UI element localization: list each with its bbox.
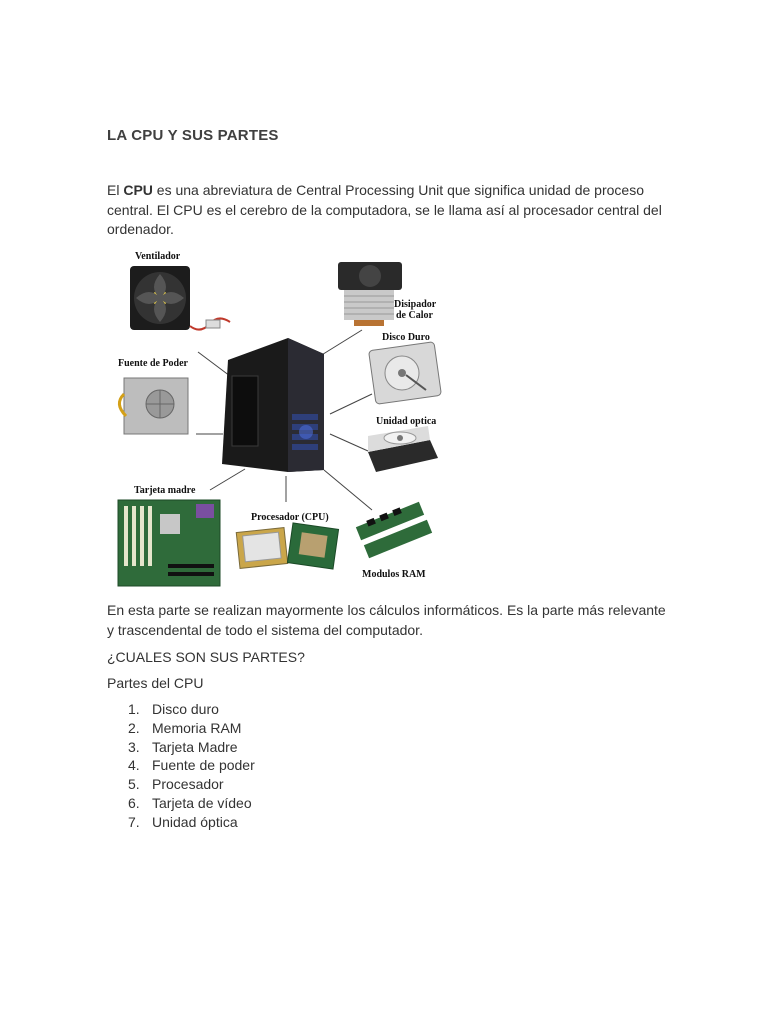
ram-modules-image bbox=[356, 502, 432, 558]
list-item-label: Disco duro bbox=[152, 701, 219, 717]
optical-drive-image bbox=[368, 426, 438, 472]
parts-question: ¿CUALES SON SUS PARTES? bbox=[107, 649, 305, 665]
list-item bbox=[107, 738, 255, 757]
cpu-label: Procesador (CPU) bbox=[251, 512, 329, 523]
computer-tower-image bbox=[222, 338, 324, 472]
fan-image bbox=[130, 266, 230, 330]
fan-label: Ventilador bbox=[135, 251, 181, 262]
list-item-label: Tarjeta de vídeo bbox=[152, 794, 252, 811]
parts-list-heading: Partes del CPU bbox=[107, 675, 204, 691]
heatsink-label-line1: Disipador bbox=[394, 299, 437, 310]
list-item bbox=[107, 775, 255, 794]
list-item-number: 6. bbox=[128, 794, 140, 811]
intro-prefix: El bbox=[107, 182, 124, 198]
motherboard-label: Tarjeta madre bbox=[134, 485, 196, 496]
hdd-label: Disco Duro bbox=[382, 332, 430, 343]
motherboard-image bbox=[118, 500, 220, 586]
list-item-number: 1. bbox=[128, 701, 140, 717]
list-item-number: 7. bbox=[128, 813, 140, 830]
intro-paragraph bbox=[107, 181, 667, 240]
list-item-label: Tarjeta Madre bbox=[152, 738, 238, 755]
heatsink-image bbox=[338, 262, 402, 326]
optical-label: Unidad optica bbox=[376, 416, 437, 427]
list-item bbox=[107, 719, 255, 738]
cpu-parts-illustration bbox=[110, 244, 450, 590]
hard-drive-image bbox=[369, 342, 442, 405]
intro-rest: es una abreviatura de Central Processing Unit que significa unidad de proceso central. El CPU es el cerebro de la computadora, se le llama así al procesador central del ordenador. bbox=[107, 182, 662, 237]
list-item-number: 5. bbox=[128, 776, 140, 793]
list-item-label: Procesador bbox=[152, 776, 224, 793]
list-item bbox=[107, 794, 255, 813]
list-item-label: Fuente de poder bbox=[152, 757, 255, 774]
intro-bold-term: CPU bbox=[123, 182, 153, 198]
parts-list bbox=[107, 700, 255, 832]
list-item-label: Memoria RAM bbox=[152, 719, 242, 736]
list-item-number: 2. bbox=[128, 719, 140, 736]
list-item-label: Unidad óptica bbox=[152, 813, 238, 830]
heatsink-label-line2: de Calor bbox=[396, 310, 433, 321]
list-item-number: 4. bbox=[128, 757, 140, 774]
power-supply-image bbox=[119, 378, 188, 434]
psu-label: Fuente de Poder bbox=[118, 358, 188, 369]
paragraph-calculations: En esta parte se realizan mayormente los cálculos informáticos. Es la parte más relevante y trascendental de todo el sistema del computador. bbox=[107, 602, 666, 638]
processor-image bbox=[236, 523, 338, 569]
page-title: LA CPU Y SUS PARTES bbox=[107, 127, 279, 144]
list-item-number: 3. bbox=[128, 738, 140, 755]
ram-label: Modulos RAM bbox=[362, 569, 426, 580]
list-item bbox=[107, 700, 255, 719]
list-item bbox=[107, 756, 255, 775]
list-item bbox=[107, 813, 255, 832]
